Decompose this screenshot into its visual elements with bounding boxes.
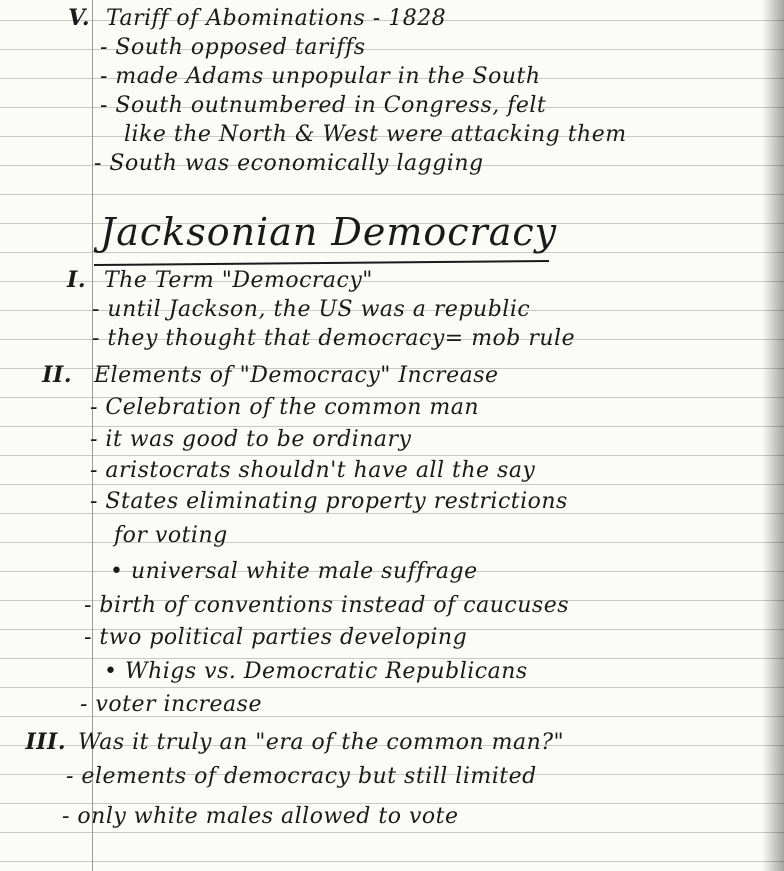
section-v-numeral: V. bbox=[68, 5, 90, 31]
note-text: - States eliminating property restrictions bbox=[90, 489, 568, 514]
note-text: - until Jackson, the US was a republic bbox=[92, 297, 531, 322]
section-ii-numeral: II. bbox=[42, 362, 72, 388]
section-iii-title: Was it truly an "era of the common man?" bbox=[78, 730, 565, 755]
note-text: - voter increase bbox=[80, 692, 262, 717]
page-edge-shadow bbox=[762, 0, 784, 871]
note-text: - they thought that democracy= mob rule bbox=[92, 326, 576, 351]
section-i-numeral: I. bbox=[67, 267, 86, 293]
note-text: - two political parties developing bbox=[84, 625, 468, 650]
section-i-title: The Term "Democracy" bbox=[104, 268, 373, 293]
note-text: - only white males allowed to vote bbox=[62, 804, 459, 829]
note-text: - South opposed tariffs bbox=[100, 35, 366, 60]
section-v-title: Tariff of Abominations - 1828 bbox=[106, 6, 447, 31]
note-text: like the North & West were attacking them bbox=[124, 122, 627, 147]
page-heading: Jacksonian Democracy bbox=[100, 210, 558, 254]
section-ii-title: Elements of "Democracy" Increase bbox=[94, 363, 499, 388]
note-text: - Celebration of the common man bbox=[90, 395, 480, 420]
note-text: for voting bbox=[114, 523, 228, 548]
note-text: • universal white male suffrage bbox=[110, 559, 478, 584]
note-text: - it was good to be ordinary bbox=[90, 427, 412, 452]
note-text: - South outnumbered in Congress, felt bbox=[100, 93, 547, 118]
note-text: - elements of democracy but still limited bbox=[66, 764, 537, 789]
note-text: - South was economically lagging bbox=[94, 151, 484, 176]
note-text: • Whigs vs. Democratic Republicans bbox=[104, 659, 528, 684]
section-iii-numeral: III. bbox=[25, 729, 66, 755]
note-text: - aristocrats shouldn't have all the say bbox=[90, 458, 536, 483]
note-text: - birth of conventions instead of caucuses bbox=[84, 593, 569, 618]
note-text: - made Adams unpopular in the South bbox=[100, 64, 541, 89]
